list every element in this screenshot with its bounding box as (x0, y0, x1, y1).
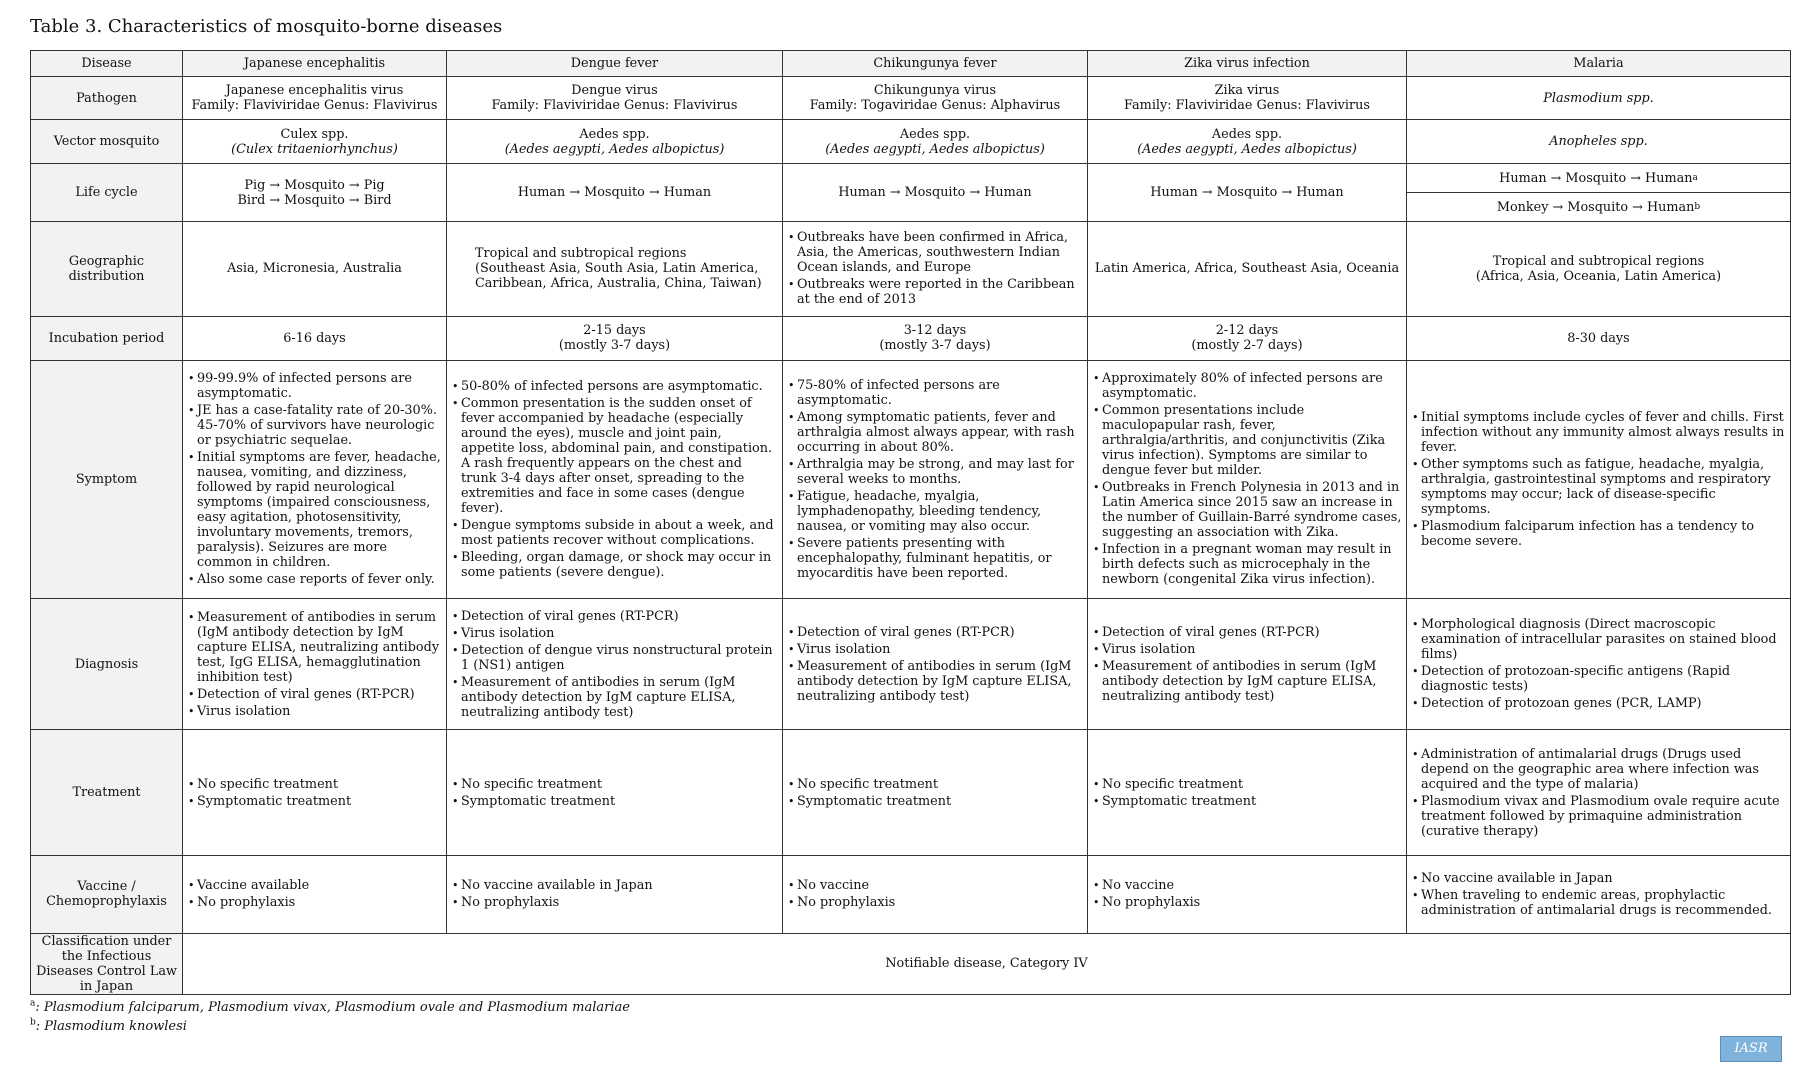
list-item: • No specific treatment (451, 777, 778, 792)
cell-incubation-chik (783, 316, 1088, 360)
list-item: • Severe patients presenting with encephalopathy, fulminant hepatitis, or myocarditis have been reported. (787, 536, 1083, 581)
list-item: • Morphological diagnosis (Direct macroscopic examination of intracellular parasites on stained blood films) (1411, 617, 1786, 662)
cell-vaccine-zika (1088, 855, 1407, 933)
list-item: • Bleeding, organ damage, or shock may occur in some patients (severe dengue). (451, 550, 778, 580)
cell-pathogen-chik (783, 77, 1088, 120)
bullet-list (1411, 747, 1786, 839)
cell-geo-je: Asia, Micronesia, Australia (183, 222, 447, 316)
list-item: • Symptomatic treatment (451, 794, 778, 809)
vector-genus: Culex spp. (280, 126, 349, 142)
row-incubation (31, 316, 1791, 360)
table-title: Table 3. Characteristics of mosquito-borne diseases (30, 16, 503, 37)
list-item: • Symptomatic treatment (1092, 794, 1402, 809)
cell-vaccine-je (183, 855, 447, 933)
incubation-typical: (mostly 3-7 days) (879, 338, 991, 354)
bullet-list (187, 610, 442, 719)
pathogen-taxonomy: Family: Flaviviridae Genus: Flavivirus (191, 98, 438, 114)
row-vaccine (31, 855, 1791, 933)
list-item: • Detection of viral genes (RT-PCR) (187, 687, 442, 702)
cell-diagnosis-dengue (447, 599, 783, 730)
header-dengue-fever: Dengue fever (447, 51, 783, 77)
row-label-treatment: Treatment (31, 730, 183, 855)
list-item: • Initial symptoms include cycles of fever and chills. First infection without any immunity almost always results in fever. (1411, 410, 1786, 455)
list-item: • No vaccine (787, 878, 1083, 893)
bullet-list (451, 379, 778, 580)
bullet-list (1092, 878, 1402, 910)
vector-species: (Aedes aegypti, Aedes albopictus) (1137, 141, 1357, 157)
vector-species: (Aedes aegypti, Aedes albopictus) (504, 141, 725, 157)
list-item: • Fatigue, headache, myalgia, lymphadenopathy, bleeding tendency, nausea, or vomiting may also occur. (787, 489, 1083, 534)
cell-treatment-malaria (1407, 730, 1791, 855)
row-label-symptom: Symptom (31, 360, 183, 599)
geo-line: Tropical and subtropical regions (475, 246, 687, 262)
cell-vaccine-malaria (1407, 855, 1791, 933)
list-item: • No prophylaxis (451, 895, 778, 910)
bullet-list (1411, 617, 1786, 711)
row-geo (31, 222, 1791, 316)
bullet-list (787, 625, 1083, 704)
list-item: • Outbreaks were reported in the Caribbean at the end of 2013 (787, 277, 1083, 307)
cell-geo-chik (783, 222, 1088, 316)
list-item: • Symptomatic treatment (787, 794, 1083, 809)
row-label-vector: Vector mosquito (31, 120, 183, 164)
cell-lifecycle-chik: Human → Mosquito → Human (783, 164, 1088, 222)
list-item: • No specific treatment (187, 777, 442, 792)
cell-pathogen-je (183, 77, 447, 120)
row-classification (31, 933, 1791, 994)
footnote-b (30, 1019, 187, 1034)
list-item: • No vaccine available in Japan (1411, 871, 1786, 886)
list-item: • Dengue symptoms subside in about a week, and most patients recover without complications. (451, 518, 778, 548)
bullet-list (451, 609, 778, 720)
list-item: • Outbreaks in French Polynesia in 2013 and in Latin America since 2015 saw an increase in the number of Guillain-Barré syndrome cases, suggesting an association with Zika. (1092, 480, 1402, 540)
geo-line: Tropical and subtropical regions (1492, 253, 1705, 269)
vector-genus: Aedes spp. (579, 126, 650, 142)
vector-genus: Aedes spp. (899, 126, 971, 142)
list-item: • 50-80% of infected persons are asymptomatic. (451, 379, 778, 394)
cell-treatment-zika (1088, 730, 1407, 855)
lifecycle-human-route: Human → Mosquito → Human a (1407, 164, 1790, 193)
header-japanese-encephalitis: Japanese encephalitis (183, 51, 447, 77)
list-item: • Virus isolation (787, 642, 1083, 657)
list-item: • 75-80% of infected persons are asymptomatic. (787, 378, 1083, 408)
list-item: • Detection of viral genes (RT-PCR) (1092, 625, 1402, 640)
list-item: • Virus isolation (451, 626, 778, 641)
cell-geo-dengue (447, 222, 783, 316)
header-row (31, 51, 1791, 77)
cell-incubation-je: 6-16 days (183, 316, 447, 360)
bullet-list (1411, 871, 1786, 918)
list-item: • Among symptomatic patients, fever and arthralgia almost always appear, with rash occurring in about 80%. (787, 410, 1083, 455)
pathogen-taxonomy: Family: Flaviviridae Genus: Flavivirus (1124, 98, 1370, 114)
cell-lifecycle-malaria (1407, 164, 1791, 222)
footnote-a (30, 1000, 630, 1015)
bullet-list (1411, 410, 1786, 549)
list-item: • Outbreaks have been confirmed in Africa, Asia, the Americas, southwestern Indian Ocean islands, and Europe (787, 230, 1083, 275)
cell-treatment-je (183, 730, 447, 855)
geo-line: (Africa, Asia, Oceania, Latin America) (1475, 268, 1722, 284)
list-item: • Also some case reports of fever only. (187, 572, 442, 587)
list-item: • Measurement of antibodies in serum (IgM antibody detection by IgM capture ELISA, neutralizing antibody test, IgG ELISA, hemagglutination inhibition test) (187, 610, 442, 685)
bullet-list (1092, 625, 1402, 704)
list-item: • No prophylaxis (1092, 895, 1402, 910)
row-label-geo: Geographic distribution (31, 222, 183, 316)
row-label-vaccine: Vaccine / Chemoprophylaxis (31, 855, 183, 933)
lifecycle-monkey-route: Monkey → Mosquito → Human b (1496, 199, 1701, 215)
pathogen-name: Chikungunya virus (873, 83, 997, 99)
cell-incubation-malaria: 8-30 days (1407, 316, 1791, 360)
incubation-typical: (mostly 2-7 days) (1191, 338, 1303, 354)
cell-lifecycle-je (183, 164, 447, 222)
footnote-a-mark: a (30, 998, 36, 1009)
cell-vector-zika (1088, 120, 1407, 164)
cell-pathogen-malaria: Plasmodium spp. (1407, 77, 1791, 120)
cell-treatment-dengue (447, 730, 783, 855)
cell-diagnosis-zika (1088, 599, 1407, 730)
lifecycle-line: Human → Mosquito → Human (1499, 170, 1693, 186)
list-item: • No prophylaxis (787, 895, 1083, 910)
bullet-list (187, 777, 442, 809)
bullet-list (1092, 777, 1402, 809)
cell-lifecycle-dengue: Human → Mosquito → Human (447, 164, 783, 222)
cell-classification: Notifiable disease, Category IV (183, 933, 1791, 994)
vector-species: (Culex tritaeniorhynchus) (231, 141, 398, 157)
list-item: • No specific treatment (1092, 777, 1402, 792)
bullet-list (787, 230, 1083, 307)
pathogen-taxonomy: Family: Flaviviridae Genus: Flavivirus (491, 98, 738, 114)
bullet-list (787, 777, 1083, 809)
cell-incubation-zika (1088, 316, 1407, 360)
cell-symptom-chik (783, 360, 1088, 599)
incubation-range: 3-12 days (903, 323, 967, 339)
list-item: • Approximately 80% of infected persons are asymptomatic. (1092, 371, 1402, 401)
pathogen-taxonomy: Family: Togaviridae Genus: Alphavirus (809, 98, 1061, 114)
cell-vector-chik (783, 120, 1088, 164)
cell-geo-malaria (1407, 222, 1791, 316)
incubation-range: 2-12 days (1215, 323, 1279, 339)
list-item: • Vaccine available (187, 878, 442, 893)
cell-diagnosis-chik (783, 599, 1088, 730)
bullet-list (187, 371, 442, 587)
list-item: • When traveling to endemic areas, prophylactic administration of antimalarial drugs is recommended. (1411, 888, 1786, 918)
list-item: • 99-99.9% of infected persons are asymptomatic. (187, 371, 442, 401)
cell-pathogen-zika (1088, 77, 1407, 120)
list-item: • Arthralgia may be strong, and may last for several weeks to months. (787, 457, 1083, 487)
list-item: • No vaccine available in Japan (451, 878, 778, 893)
list-item: • Measurement of antibodies in serum (IgM antibody detection by IgM capture ELISA, neutralizing antibody test) (1092, 659, 1402, 704)
bullet-list (1092, 371, 1402, 587)
list-item: • Detection of protozoan-specific antigens (Rapid diagnostic tests) (1411, 664, 1786, 694)
bullet-list (187, 878, 442, 910)
cell-symptom-malaria (1407, 360, 1791, 599)
list-item: • Detection of protozoan genes (PCR, LAMP) (1411, 696, 1786, 711)
row-label-diagnosis: Diagnosis (31, 599, 183, 730)
list-item: • Detection of viral genes (RT-PCR) (451, 609, 778, 624)
list-item: • No prophylaxis (187, 895, 442, 910)
cell-vaccine-chik (783, 855, 1088, 933)
pathogen-name: Dengue virus (571, 83, 658, 99)
header-zika-virus-infection: Zika virus infection (1088, 51, 1407, 77)
list-item: • Measurement of antibodies in serum (IgM antibody detection by IgM capture ELISA, neutralizing antibody test) (787, 659, 1083, 704)
list-item: • No vaccine (1092, 878, 1402, 893)
disease-table (30, 50, 1791, 995)
incubation-typical: (mostly 3-7 days) (558, 338, 671, 354)
row-diagnosis (31, 599, 1791, 730)
bullet-list (451, 777, 778, 809)
row-treatment (31, 730, 1791, 855)
row-vector (31, 120, 1791, 164)
lifecycle-line: Monkey → Mosquito → Human (1496, 199, 1695, 215)
row-label-pathogen: Pathogen (31, 77, 183, 120)
incubation-range: 2-15 days (583, 323, 646, 339)
list-item: • Plasmodium falciparum infection has a tendency to become severe. (1411, 519, 1786, 549)
geo-line: (Southeast Asia, South Asia, Latin America, Caribbean, Africa, Australia, China, Taiwan) (475, 261, 762, 292)
row-label-incubation: Incubation period (31, 316, 183, 360)
cell-vector-je (183, 120, 447, 164)
row-label-lifecycle: Life cycle (31, 164, 183, 222)
list-item: • Symptomatic treatment (187, 794, 442, 809)
cell-vector-malaria: Anopheles spp. (1407, 120, 1791, 164)
list-item: • JE has a case-fatality rate of 20-30%. 45-70% of survivors have neurologic or psychiatric sequelae. (187, 403, 442, 448)
header-disease: Disease (31, 51, 183, 77)
pathogen-name: Japanese encephalitis virus (225, 83, 404, 99)
row-lifecycle (31, 164, 1791, 222)
cell-diagnosis-je (183, 599, 447, 730)
header-malaria: Malaria (1407, 51, 1791, 77)
cell-vector-dengue (447, 120, 783, 164)
lifecycle-line: Bird → Mosquito → Bird (237, 192, 392, 208)
cell-vaccine-dengue (447, 855, 783, 933)
cell-incubation-dengue (447, 316, 783, 360)
list-item: • Other symptoms such as fatigue, headache, myalgia, arthralgia, gastrointestinal symptoms and respiratory symptoms may occur; lack of disease-specific symptoms. (1411, 457, 1786, 517)
cell-symptom-je (183, 360, 447, 599)
cell-symptom-zika (1088, 360, 1407, 599)
row-label-classification: Classification under the Infectious Diseases Control Law in Japan (31, 933, 183, 994)
header-chikungunya-fever: Chikungunya fever (783, 51, 1088, 77)
cell-diagnosis-malaria (1407, 599, 1791, 730)
footnote-a-text: : Plasmodium falciparum, Plasmodium vivax, Plasmodium ovale and Plasmodium malariae (35, 1000, 630, 1015)
vector-genus: Aedes spp. (1211, 126, 1283, 142)
iasr-logo: IASR (1720, 1036, 1782, 1062)
footnote-b-text: : Plasmodium knowlesi (35, 1019, 187, 1034)
list-item: • Infection in a pregnant woman may result in birth defects such as microcephaly in the newborn (congenital Zika virus infection). (1092, 542, 1402, 587)
cell-geo-zika: Latin America, Africa, Southeast Asia, Oceania (1088, 222, 1407, 316)
bullet-list (787, 878, 1083, 910)
bullet-list (451, 878, 778, 910)
cell-symptom-dengue (447, 360, 783, 599)
lifecycle-line: Pig → Mosquito → Pig (244, 177, 385, 193)
footnote-b-mark: b (30, 1017, 36, 1028)
list-item: • Initial symptoms are fever, headache, nausea, vomiting, and dizziness, followed by rapid neurological symptoms (impaired consciousness, easy agitation, photosensitivity, involuntary movements, tremors, paralysis). Seizures are more common in children. (187, 450, 442, 570)
cell-lifecycle-zika: Human → Mosquito → Human (1088, 164, 1407, 222)
list-item: • Virus isolation (187, 704, 442, 719)
list-item: • Plasmodium vivax and Plasmodium ovale require acute treatment followed by primaquine administration (curative therapy) (1411, 794, 1786, 839)
list-item: • Common presentation is the sudden onset of fever accompanied by headache (especially around the eyes), muscle and joint pain, appetite loss, abdominal pain, and constipation. A rash frequently appears on the chest and trunk 3-4 days after onset, spreading to the extremities and face in some cases (dengue fever). (451, 396, 778, 516)
pathogen-name: Zika virus (1214, 83, 1280, 99)
list-item: • Administration of antimalarial drugs (Drugs used depend on the geographic area where infection was acquired and the type of malaria) (1411, 747, 1786, 792)
cell-pathogen-dengue (447, 77, 783, 120)
list-item: • Measurement of antibodies in serum (IgM antibody detection by IgM capture ELISA, neutralizing antibody test) (451, 675, 778, 720)
list-item: • Detection of dengue virus nonstructural protein 1 (NS1) antigen (451, 643, 778, 673)
row-pathogen (31, 77, 1791, 120)
bullet-list (787, 378, 1083, 581)
vector-species: (Aedes aegypti, Aedes albopictus) (825, 141, 1045, 157)
list-item: • Detection of viral genes (RT-PCR) (787, 625, 1083, 640)
list-item: • Virus isolation (1092, 642, 1402, 657)
cell-treatment-chik (783, 730, 1088, 855)
list-item: • No specific treatment (787, 777, 1083, 792)
list-item: • Common presentations include maculopapular rash, fever, arthralgia/arthritis, and conjunctivitis (Zika virus infection). Symptoms are similar to dengue fever but milder. (1092, 403, 1402, 478)
row-symptom (31, 360, 1791, 599)
